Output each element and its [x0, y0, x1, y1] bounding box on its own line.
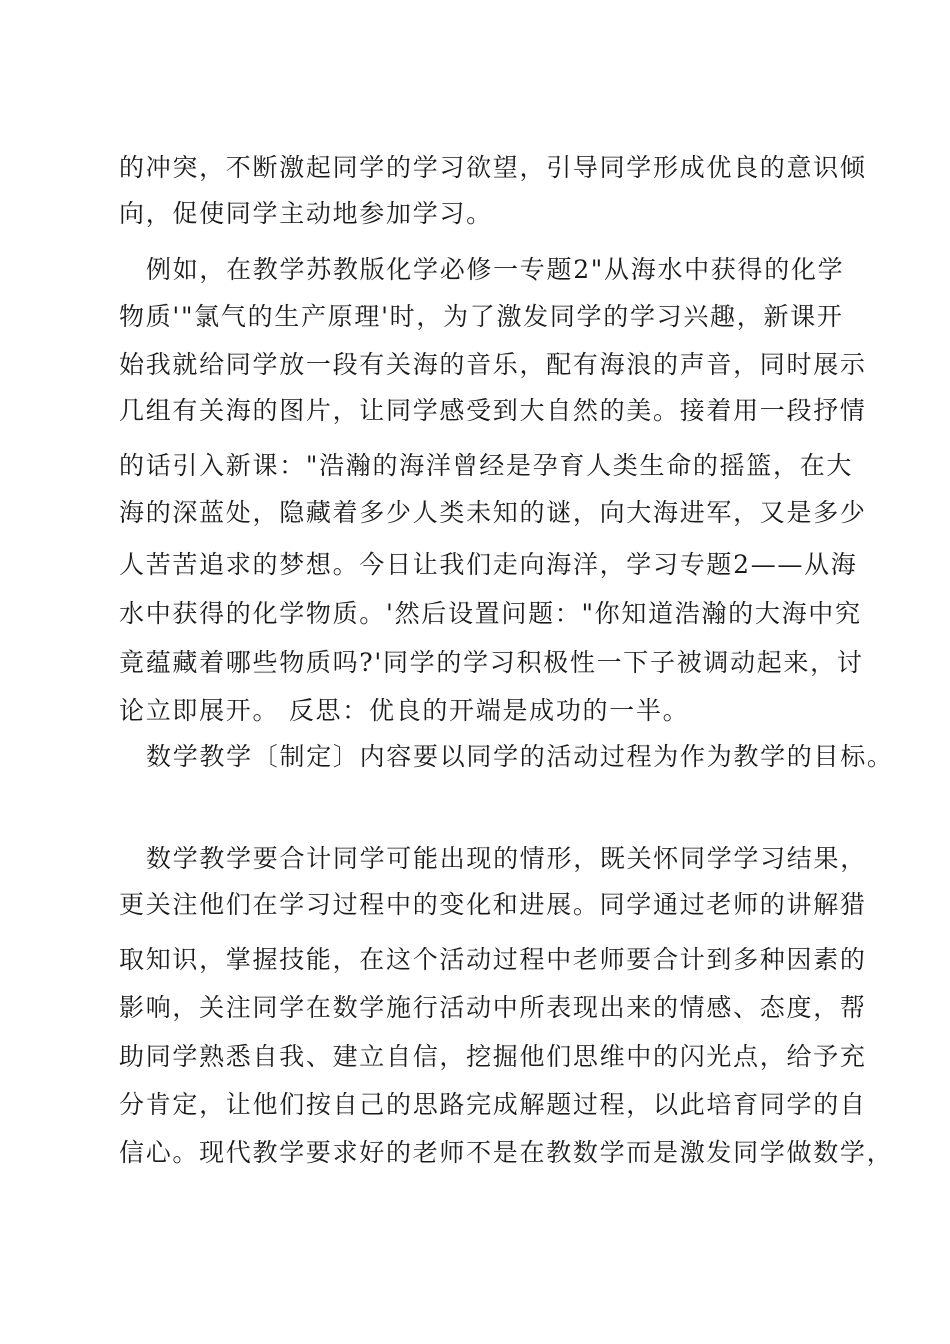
text-line: 信心。现代教学要求好的老师不是在教数学而是激发同学做数学， — [119, 1138, 894, 1167]
text-line: 分肯定，让他们按自己的思路完成解题过程，以此培育同学的自 — [119, 1090, 867, 1119]
text-line: 影响，关注同学在数学施行活动中所表现出来的情感、态度，帮 — [119, 993, 867, 1022]
text-line: 的话引入新课："浩瀚的海洋曾经是孕育人类生命的摇篮，在大 — [119, 451, 854, 480]
text-line: 向，促使同学主动地参加学习。 — [119, 199, 493, 228]
text-line: 助同学熟悉自我、建立自信，挖掘他们思维中的闪光点，给予充 — [119, 1042, 867, 1071]
text-line: 水中获得的化学物质。'然后设置问题："你知道浩瀚的大海中究 — [119, 599, 862, 628]
paragraph-start-line: 数学教学要合计同学可能出现的情形，既关怀同学学习结果， — [146, 844, 867, 873]
text-line: 论立即展开。 反思：优良的开端是成功的一半。 — [119, 696, 690, 725]
text-line: 取知识，掌握技能，在这个活动过程中老师要合计到多种因素的 — [119, 945, 867, 974]
text-line: 的冲突，不断激起同学的学习欲望，引导同学形成优良的意识倾 — [119, 153, 867, 182]
paragraph-start-line: 数学教学〔制定〕内容要以同学的活动过程为作为教学的目标。 — [146, 742, 894, 771]
text-line: 竟蕴藏着哪些物质吗?'同学的学习积极性一下子被调动起来，讨 — [119, 648, 864, 677]
text-line: 海的深蓝处，隐藏着多少人类未知的谜，向大海进军，又是多少 — [119, 498, 867, 527]
text-line: 更关注他们在学习过程中的变化和进展。同学通过老师的讲解猎 — [119, 890, 867, 919]
text-line: 人苦苦追求的梦想。今日让我们走向海洋，学习专题2——从海 — [119, 550, 858, 579]
text-line: 几组有关海的图片，让同学感受到大自然的美。接着用一段抒情 — [119, 396, 867, 425]
paragraph-start-line: 例如，在教学苏教版化学必修一专题2"从海水中获得的化学 — [146, 255, 845, 284]
text-line: 物质'"氯气的生产原理'时，为了激发同学的学习兴趣，新课开 — [119, 302, 844, 331]
text-line: 始我就给同学放一段有关海的音乐，配有海浪的声音，同时展示 — [119, 350, 867, 379]
